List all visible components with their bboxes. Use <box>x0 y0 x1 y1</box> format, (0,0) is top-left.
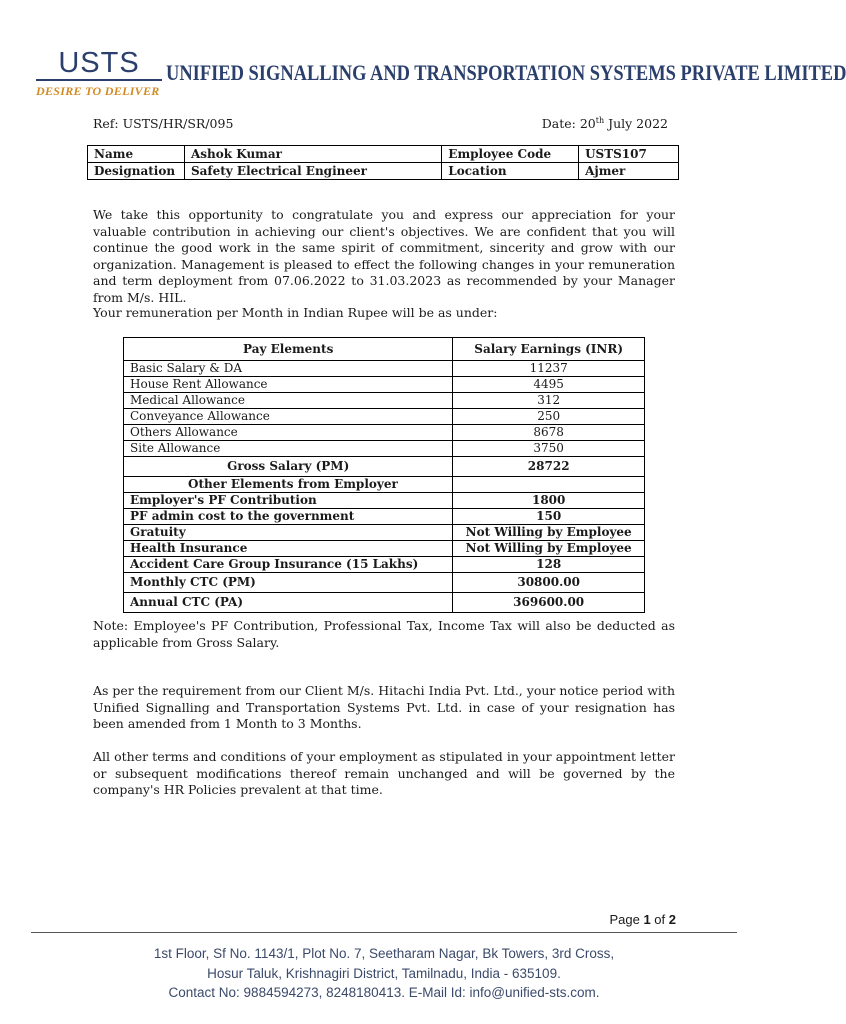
logo-text: USTS <box>58 47 140 79</box>
annual-ctc-value: 369600.00 <box>453 593 645 613</box>
row-label: Medical Allowance <box>124 393 453 409</box>
row-value: 150 <box>453 509 645 525</box>
page-number <box>609 912 676 927</box>
row-value: 312 <box>453 393 645 409</box>
location-label: Location <box>442 163 579 180</box>
table-row <box>124 509 645 525</box>
row-value: 3750 <box>453 441 645 457</box>
row-label: Basic Salary & DA <box>124 361 453 377</box>
table-row <box>124 441 645 457</box>
table-row <box>124 541 645 557</box>
table-row <box>124 393 645 409</box>
row-value: 8678 <box>453 425 645 441</box>
gross-salary-label: Gross Salary (PM) <box>124 457 453 477</box>
gross-salary-value: 28722 <box>453 457 645 477</box>
deduction-note: Note: Employee's PF Contribution, Professional Tax, Income Tax will also be deducted as applicable from Gross Salary. <box>93 618 675 650</box>
row-value: 1800 <box>453 493 645 509</box>
table-row <box>124 425 645 441</box>
row-label: Conveyance Allowance <box>124 409 453 425</box>
footer-line-1: 1st Floor, Sf No. 1143/1, Plot No. 7, Seetharam Nagar, Bk Towers, 3rd Cross, <box>153 946 615 961</box>
table-row <box>124 377 645 393</box>
date-rest: July 2022 <box>604 116 668 132</box>
table-row <box>124 361 645 377</box>
table-row <box>124 493 645 509</box>
row-label: Gratuity <box>124 525 453 541</box>
row-label: Employer's PF Contribution <box>124 493 453 509</box>
footer-line-2: Hosur Taluk, Krishnagiri District, Tamilnadu, India - 635109. <box>207 965 561 981</box>
letter-date <box>542 116 668 131</box>
page-of: of <box>650 912 669 927</box>
monthly-ctc-row <box>124 573 645 593</box>
pay-elements-table <box>123 337 645 613</box>
logo-tagline: DESIRE TO DELIVER <box>36 83 160 98</box>
row-value: 128 <box>453 557 645 573</box>
row-label: Accident Care Group Insurance (15 Lakhs) <box>124 557 453 573</box>
company-name: UNIFIED SIGNALLING AND TRANSPORTATION SYSTEMS PRIVATE LIMITED <box>166 60 846 85</box>
table-row <box>124 557 645 573</box>
annual-ctc-label: Annual CTC (PA) <box>124 593 453 613</box>
terms-paragraph: All other terms and conditions of your employment as stipulated in your appointment letter or subsequent modifications thereof remain unchanged and will be governed by the company's HR Policies prevalent at that time. <box>93 749 675 797</box>
pay-elements-header: Pay Elements <box>124 338 453 361</box>
name-value: Ashok Kumar <box>184 146 441 163</box>
row-value: 11237 <box>453 361 645 377</box>
date-day: Date: 20 <box>541 116 596 132</box>
other-elements-value <box>453 477 645 493</box>
employee-code-label: Employee Code <box>442 146 579 163</box>
row-value: Not Willing by Employee <box>453 541 645 557</box>
footer-address <box>0 944 768 1003</box>
row-value: 250 <box>453 409 645 425</box>
row-label: Site Allowance <box>124 441 453 457</box>
table-header-row <box>124 338 645 361</box>
row-label: Health Insurance <box>124 541 453 557</box>
gross-salary-row <box>124 457 645 477</box>
other-elements-label: Other Elements from Employer <box>124 477 453 493</box>
employee-info-table <box>87 145 679 180</box>
annual-ctc-row <box>124 593 645 613</box>
monthly-ctc-value: 30800.00 <box>453 573 645 593</box>
footer-divider <box>31 932 737 933</box>
other-elements-row <box>124 477 645 493</box>
page-current: 1 <box>643 912 651 927</box>
date-suffix: th <box>595 116 605 125</box>
designation-value: Safety Electrical Engineer <box>184 163 441 180</box>
info-row <box>88 163 679 180</box>
remuneration-intro: Your remuneration per Month in Indian Rupee will be as under: <box>93 305 498 320</box>
notice-period-paragraph: As per the requirement from our Client M/s. Hitachi India Pvt. Ltd., your notice period with Unified Signalling and Transportation Systems Pvt. Ltd. in case of your resignation has been amended from 1 Month to 3 Months. <box>93 683 675 731</box>
congratulation-paragraph: We take this opportunity to congratulate you and express our appreciation for your valuable contribution in achieving our client's objectives. We are confident that you will continue the good work in the same spirit of commitment, sincerity and grow with our organization. Management is pleased to effect the following changes in your remuneration and term deployment from 07.06.2022 to 31.03.2023 as recommended by your Manager from M/s. HIL. <box>93 207 675 305</box>
table-row <box>124 409 645 425</box>
info-row <box>88 146 679 163</box>
footer-line-3: Contact No: 9884594273, 8248180413. E-Mail Id: info@unified-sts.com. <box>168 985 600 1000</box>
logo-underline <box>36 79 162 81</box>
row-value: 4495 <box>453 377 645 393</box>
salary-earnings-header: Salary Earnings (INR) <box>453 338 645 361</box>
location-value: Ajmer <box>579 163 679 180</box>
monthly-ctc-label: Monthly CTC (PM) <box>124 573 453 593</box>
reference-number: Ref: USTS/HR/SR/095 <box>93 116 234 131</box>
designation-label: Designation <box>88 163 185 180</box>
page-word: Page <box>609 912 644 927</box>
company-logo <box>36 48 162 99</box>
row-label: House Rent Allowance <box>124 377 453 393</box>
row-value: Not Willing by Employee <box>453 525 645 541</box>
table-row <box>124 525 645 541</box>
name-label: Name <box>88 146 185 163</box>
row-label: PF admin cost to the government <box>124 509 453 525</box>
employee-code-value: USTS107 <box>579 146 679 163</box>
page-total: 2 <box>668 912 676 927</box>
row-label: Others Allowance <box>124 425 453 441</box>
